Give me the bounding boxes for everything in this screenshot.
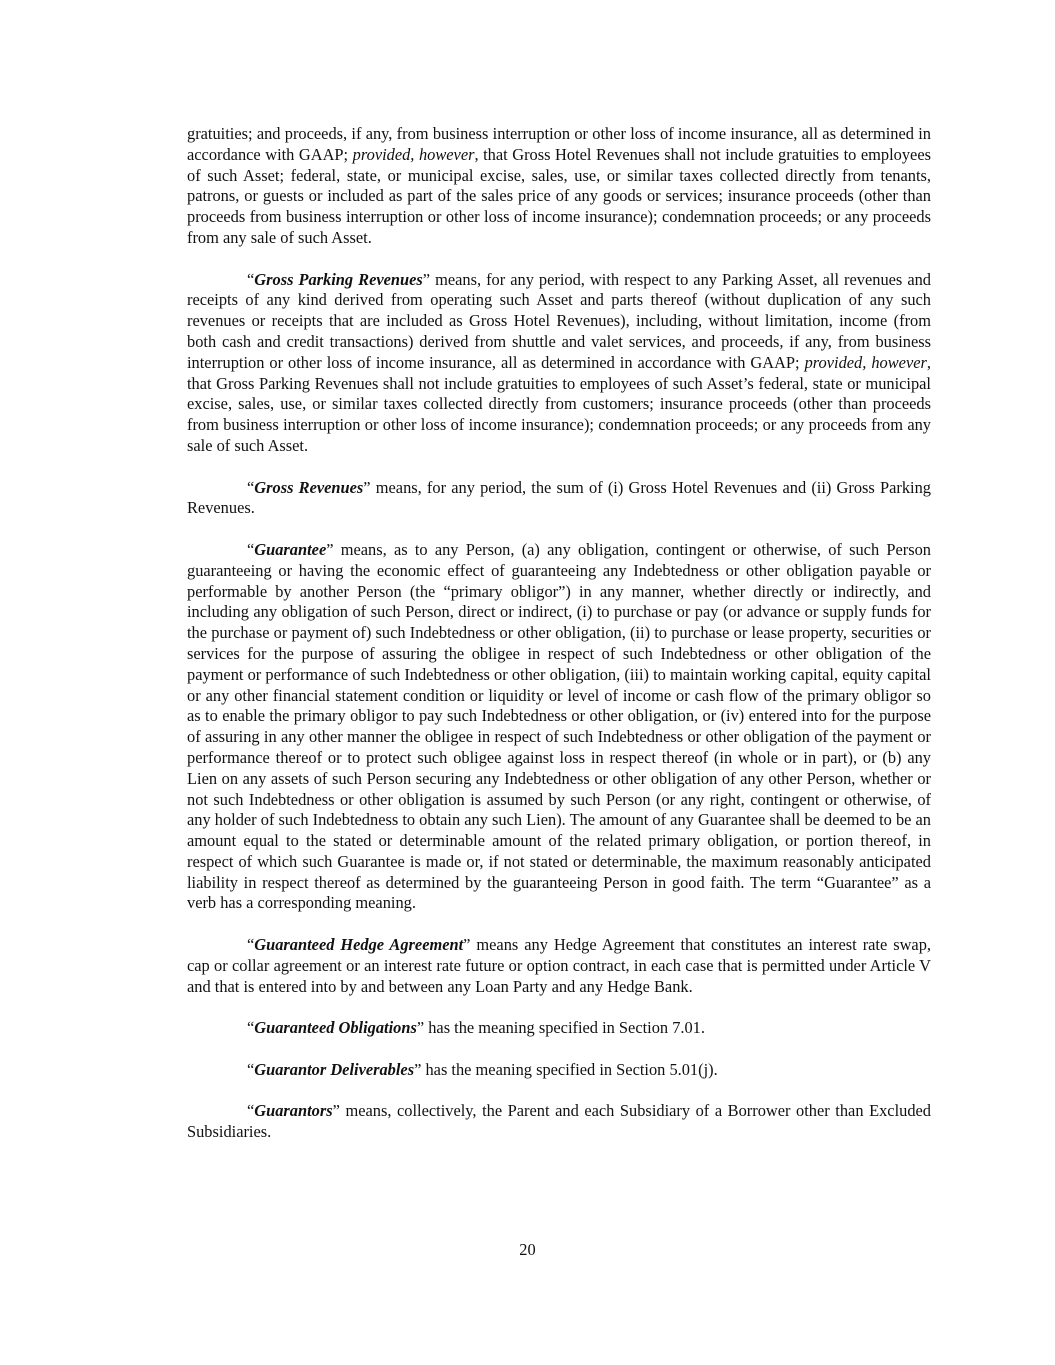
proviso-italic: provided, however xyxy=(804,352,927,372)
paragraph-text: means, for any period, the sum of (i) Gross Hotel Revenues and (ii) Gross Parking Revenues. xyxy=(187,477,931,518)
open-quote: “ xyxy=(247,1101,255,1121)
defined-term: Guarantee xyxy=(254,539,327,559)
close-quote: ” xyxy=(422,269,431,289)
open-quote: “ xyxy=(247,935,255,955)
definition-guarantor-deliverables xyxy=(187,1060,931,1081)
defined-term: Gross Revenues xyxy=(254,477,364,497)
page-number: 20 xyxy=(519,1240,536,1259)
open-quote: “ xyxy=(247,477,255,497)
definition-guaranteed-obligations xyxy=(187,1018,931,1039)
definition-guarantors xyxy=(187,1101,931,1143)
defined-term: Guarantor Deliverables xyxy=(254,1059,415,1079)
open-quote: “ xyxy=(247,269,255,289)
paragraph-text: , that Gross Parking Revenues shall not include gratuities to employees of such Asset’s federal, state or municipal excise, sales, use, or similar taxes collected directly from customers; insurance proceeds (other than proceeds from business interruption or other loss of income insurance); condemnation proceeds; or any proceeds from any sale of such Asset. xyxy=(187,352,931,455)
definition-guarantee xyxy=(187,540,931,914)
defined-term: Guaranteed Hedge Agreement xyxy=(254,935,464,955)
paragraph-text: means, for any period, with respect to any Parking Asset, all revenues and receipts of any kind derived from operating such Asset and parts thereof (without duplication of any such revenues or receipts that are included as Gross Hotel Revenues), including, without limitation, income (from both cash and credit transactions) derived from shuttle and valet services, and proceeds, if any, from business interruption or other loss of income insurance, all as determined in accordance with GAAP; xyxy=(187,269,931,372)
paragraph-gross-hotel-revenues-continued xyxy=(187,124,931,249)
definition-gross-revenues xyxy=(187,478,931,520)
defined-term: Guaranteed Obligations xyxy=(254,1018,417,1038)
proviso-italic: provided, however xyxy=(352,144,475,164)
paragraph-text: means, collectively, the Parent and each Subsidiary of a Borrower other than Excluded Subsidiaries. xyxy=(187,1101,931,1142)
open-quote: “ xyxy=(247,539,255,559)
defined-term: Guarantors xyxy=(254,1101,333,1121)
definition-gross-parking-revenues xyxy=(187,270,931,457)
open-quote: “ xyxy=(247,1059,255,1079)
close-quote: ” xyxy=(414,1059,422,1079)
paragraph-text: gratuities; and proceeds, if any, from business interruption or other loss of income insurance, all as determined in accordance with GAAP; xyxy=(187,124,931,164)
open-quote: “ xyxy=(247,1018,255,1038)
close-quote: ” xyxy=(326,539,334,559)
close-quote: ” xyxy=(463,935,471,955)
paragraph-text: has the meaning specified in Section 7.01. xyxy=(424,1018,705,1038)
close-quote: ” xyxy=(416,1018,425,1038)
close-quote: ” xyxy=(332,1101,340,1121)
paragraph-text: , that Gross Hotel Revenues shall not include gratuities to employees of such Asset; federal, state, or municipal excise, sales, use, or similar taxes collected directly from tenants, patrons, or guests or included as part of the sales price of any goods or services; insurance proceeds (other than proceeds from business interruption or other loss of income insurance); condemnation proceeds; or any proceeds from any sale of such Asset. xyxy=(187,144,931,247)
paragraph-text: means, as to any Person, (a) any obligation, contingent or otherwise, of such Person guaranteeing or having the economic effect of guaranteeing any Indebtedness or other obligation payable or performable by another Person (the “primary obligor”) in any manner, whether directly or indirectly, and including any obligation of such Person, direct or indirect, (i) to purchase or pay (or advance or supply funds for the purchase or payment of) such Indebtedness or other obligation, (ii) to purchase or lease property, securities or services for the purpose of assuring the obligee in respect of such Indebtedness or other obligation of the payment or performance of such Indebtedness or other obligation, (iii) to maintain working capital, equity capital or any other financial statement condition or liquidity or level of income or cash flow of the primary obligor so as to enable the primary obligor to pay such Indebtedness or other obligation, or (iv) entered into for the purpose of assuring in any other manner the obligee in respect of such Indebtedness or other obligation of the payment or performance thereof or to protect such obligee against loss in respect thereof (in whole or in part), or (b) any Lien on any assets of such Person securing any Indebtedness or other obligation of any other Person, whether or not such Indebtedness or other obligation is assumed by such Person (or any right, contingent or otherwise, of any holder of such Indebtedness to obtain any such Lien). The amount of any Guarantee shall be deemed to be an amount equal to the stated or determinable amount of the related primary obligation, or portion thereof, in respect of which such Guarantee is made or, if not stated or determinable, the maximum reasonably anticipated liability in respect thereof as determined by the guaranteeing Person in good faith. The term “Guarantee” as a verb has a corresponding meaning. xyxy=(187,539,931,913)
document-page xyxy=(187,124,931,1143)
paragraph-text: means any Hedge Agreement that constitutes an interest rate swap, cap or collar agreement or an interest rate future or option contract, in each case that is permitted under Article V and that is entered into by and between any Loan Party and any Hedge Bank. xyxy=(187,935,931,996)
paragraph-text: has the meaning specified in Section 5.01(j). xyxy=(421,1059,718,1079)
close-quote: ” xyxy=(363,477,371,497)
definition-guaranteed-hedge-agreement xyxy=(187,935,931,997)
defined-term: Gross Parking Revenues xyxy=(254,269,423,289)
